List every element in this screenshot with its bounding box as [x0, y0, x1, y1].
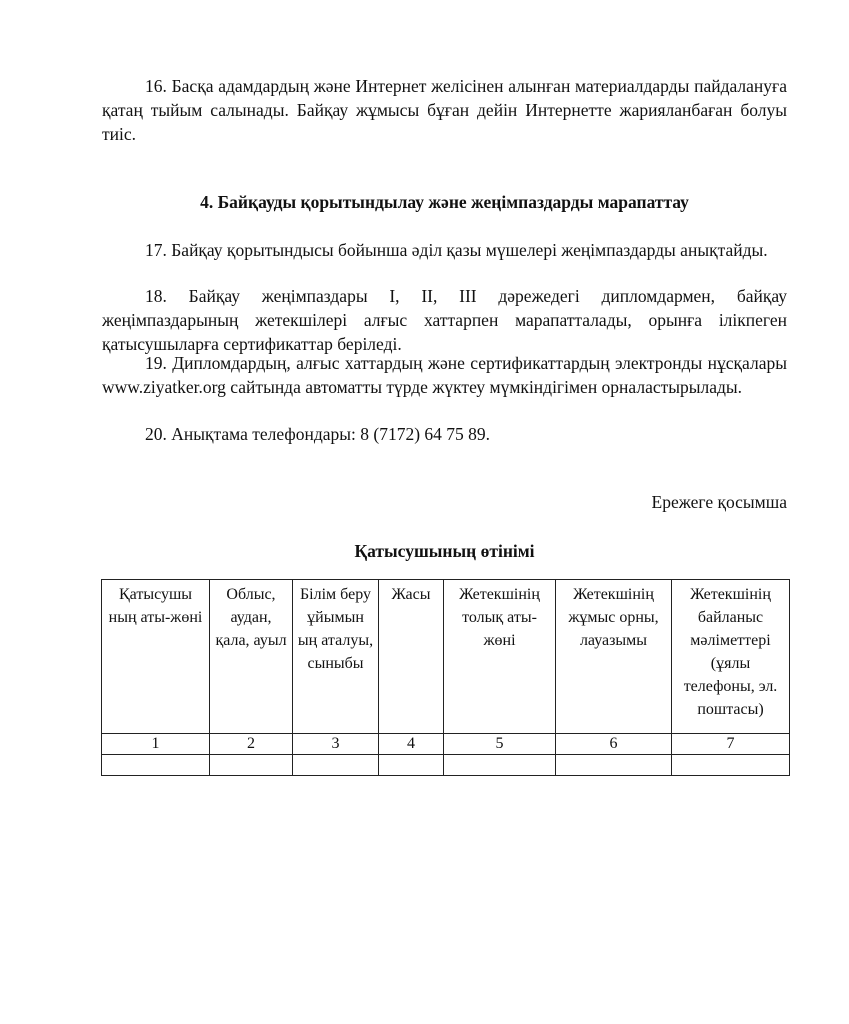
header-region: Облыс, аудан, қала, ауыл — [210, 580, 293, 734]
appendix-note: Ережеге қосымша — [651, 492, 787, 512]
empty-cell — [379, 755, 444, 776]
paragraph-17: 17. Байқау қорытындысы бойынша әділ қазы мүшелері жеңімпаздарды анықтайды. — [145, 240, 768, 260]
empty-cell — [210, 755, 293, 776]
empty-cell — [102, 755, 210, 776]
application-form-table — [101, 579, 790, 776]
header-participant-name: Қатысушы ның аты-жөні — [102, 580, 210, 734]
form-title: Қатысушының өтінімі — [354, 541, 535, 561]
empty-cell — [672, 755, 790, 776]
column-number: 1 — [102, 734, 210, 755]
header-age: Жасы — [379, 580, 444, 734]
section-heading: 4. Байқауды қорытындылау және жеңімпаздарды марапаттау — [200, 192, 689, 212]
column-number: 2 — [210, 734, 293, 755]
column-number: 6 — [556, 734, 672, 755]
header-supervisor-name: Жетекшінің толық аты-жөні — [444, 580, 556, 734]
paragraph-20: 20. Анықтама телефондары: 8 (7172) 64 75 89. — [145, 424, 491, 444]
table-number-row — [102, 734, 790, 755]
header-supervisor-work: Жетекшінің жұмыс орны, лауазымы — [556, 580, 672, 734]
header-school: Білім беру ұйымын ың аталуы, сыныбы — [293, 580, 379, 734]
table-header-row — [102, 580, 790, 734]
empty-cell — [444, 755, 556, 776]
empty-cell — [556, 755, 672, 776]
column-number: 7 — [672, 734, 790, 755]
column-number: 3 — [293, 734, 379, 755]
table-empty-row — [102, 755, 790, 776]
paragraph-19: 19. Дипломдардың, алғыс хаттардың және сертификаттардың электронды нұсқалары www.ziyatker.org сайтында автоматты түрде жүктеу мүмкіндігімен орналастырылады. — [102, 353, 787, 397]
paragraph-16: 16. Басқа адамдардың және Интернет желісінен алынған материалдарды пайдалануға қатаң тыйым салынады. Байқау жұмысы бұған дейін Интернетте жарияланбаған болуы тиіс. — [102, 76, 787, 144]
header-supervisor-contacts: Жетекшінің байланыс мәліметтері (ұялы телефоны, эл. поштасы) — [672, 580, 790, 734]
paragraph-18: 18. Байқау жеңімпаздары І, ІІ, ІІІ дәрежедегі дипломдармен, байқау жеңімпаздарының жетекшілері алғыс хаттарпен марапатталады, орынға ілікпеген қатысушыларға сертификаттар беріледі. — [102, 286, 787, 354]
column-number: 4 — [379, 734, 444, 755]
empty-cell — [293, 755, 379, 776]
column-number: 5 — [444, 734, 556, 755]
